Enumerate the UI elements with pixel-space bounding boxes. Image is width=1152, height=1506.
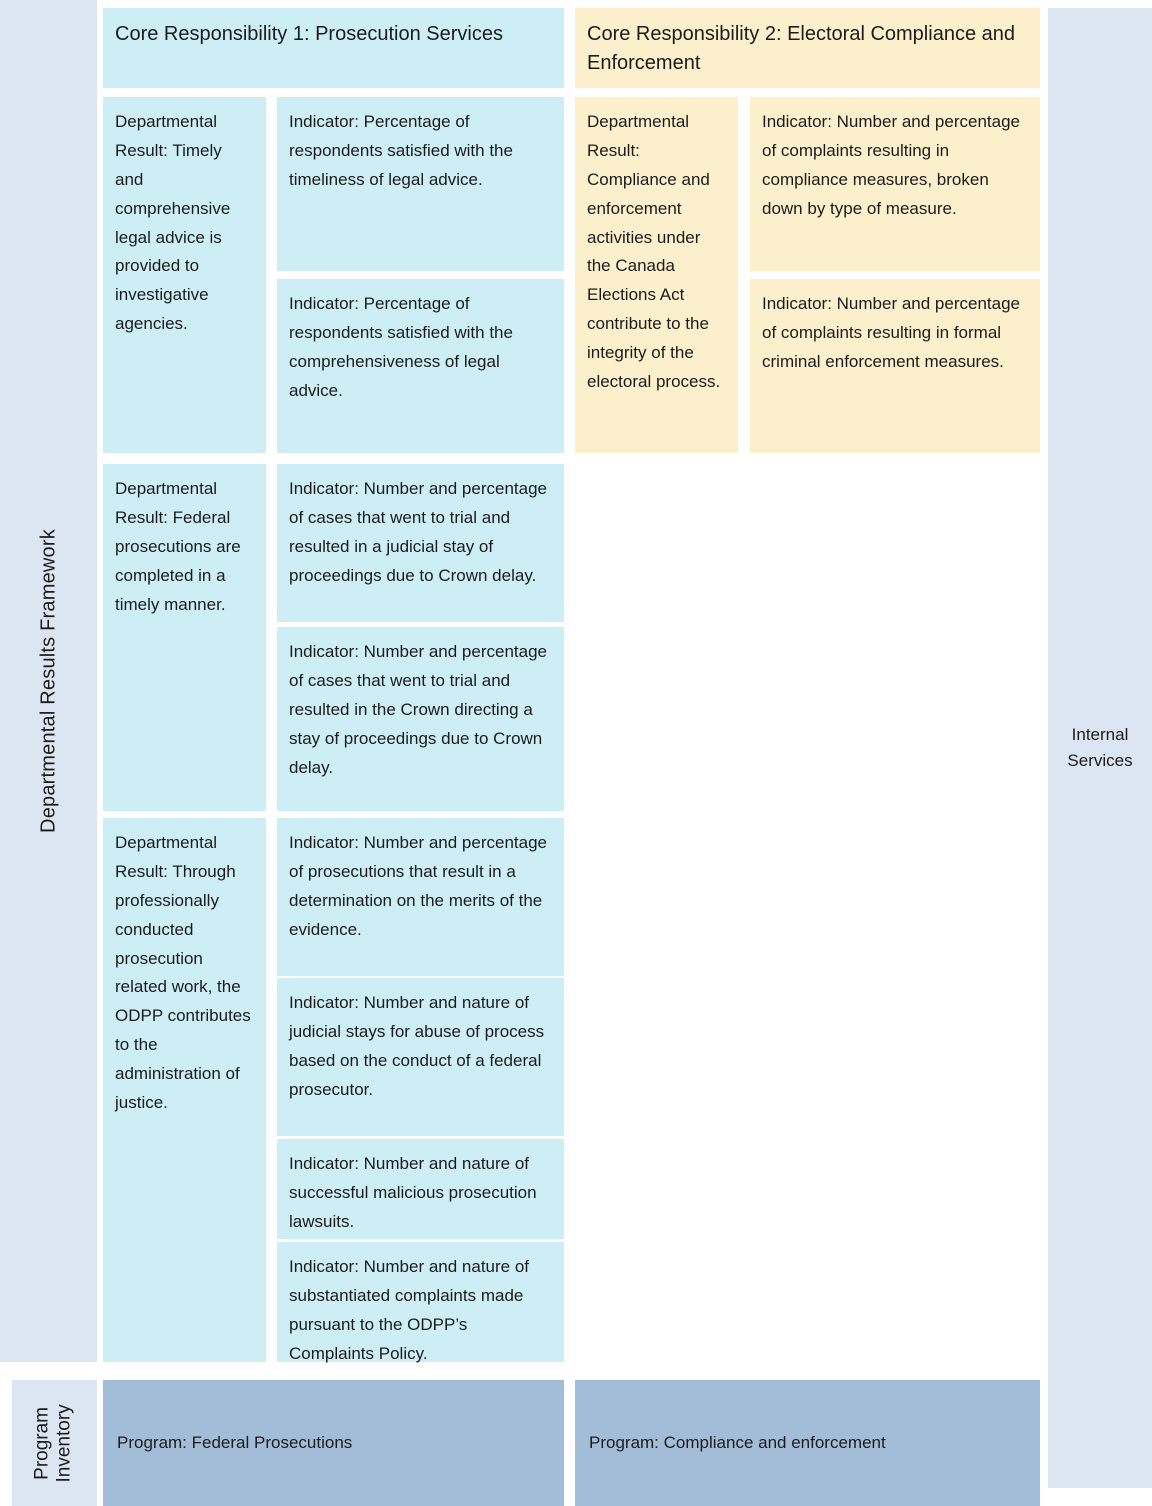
- indicator-cr1-2-1: Indicator: Number and percentage of cases that went to trial and resulted in a judicial stay of proceedings due to Crown delay.: [277, 464, 564, 622]
- indicator-cr1-3-1: Indicator: Number and percentage of prosecutions that result in a determination on the merits of the evidence.: [277, 818, 564, 976]
- departmental-result-cr2-1: Departmental Result: Compliance and enforcement activities under the Canada Elections Act contribute to the integrity of the electoral process.: [575, 97, 738, 453]
- program-inventory-label: [32, 1404, 77, 1482]
- departmental-results-framework-band: [0, 0, 97, 1362]
- departmental-result-cr1-1: Departmental Result: Timely and comprehensive legal advice is provided to investigative agencies.: [103, 97, 266, 453]
- departmental-result-cr1-3: Departmental Result: Through professionally conducted prosecution related work, the ODPP contributes to the administration of justice.: [103, 818, 266, 1362]
- indicator-cr2-1-1: Indicator: Number and percentage of complaints resulting in compliance measures, broken down by type of measure.: [750, 97, 1040, 271]
- program-inventory-label-line2: Inventory: [54, 1403, 76, 1483]
- internal-services-column: [1048, 8, 1152, 1488]
- indicator-cr1-3-3: Indicator: Number and nature of successful malicious prosecution lawsuits.: [277, 1139, 564, 1239]
- indicator-cr1-1-1: Indicator: Percentage of respondents satisfied with the timeliness of legal advice.: [277, 97, 564, 271]
- departmental-result-cr1-2: Departmental Result: Federal prosecutions are completed in a timely manner.: [103, 464, 266, 811]
- indicator-cr1-1-2: Indicator: Percentage of respondents satisfied with the comprehensiveness of legal advice.: [277, 279, 564, 453]
- program-inventory-band: [12, 1380, 97, 1506]
- program-inventory-label-line1: Program: [32, 1406, 54, 1480]
- indicator-cr1-2-2: Indicator: Number and percentage of cases that went to trial and resulted in the Crown directing a stay of proceedings due to Crown delay.: [277, 627, 564, 811]
- internal-services-label: [1067, 722, 1132, 775]
- indicator-cr2-1-2: Indicator: Number and percentage of complaints resulting in formal criminal enforcement measures.: [750, 279, 1040, 453]
- indicator-cr1-3-4: Indicator: Number and nature of substantiated complaints made pursuant to the ODPP’s Complaints Policy.: [277, 1242, 564, 1362]
- departmental-results-framework-label: Departmental Results Framework: [37, 529, 59, 833]
- indicator-cr1-3-2: Indicator: Number and nature of judicial stays for abuse of process based on the conduct of a federal prosecutor.: [277, 978, 564, 1136]
- core-responsibility-2-header: Core Responsibility 2: Electoral Compliance and Enforcement: [575, 8, 1040, 88]
- core-responsibility-1-header: Core Responsibility 1: Prosecution Services: [103, 8, 564, 88]
- internal-services-line2: Services: [1067, 751, 1133, 770]
- program-box-compliance-and-enforcement: Program: Compliance and enforcement: [575, 1380, 1040, 1506]
- program-box-federal-prosecutions: Program: Federal Prosecutions: [103, 1380, 564, 1506]
- internal-services-line1: Internal: [1071, 724, 1129, 744]
